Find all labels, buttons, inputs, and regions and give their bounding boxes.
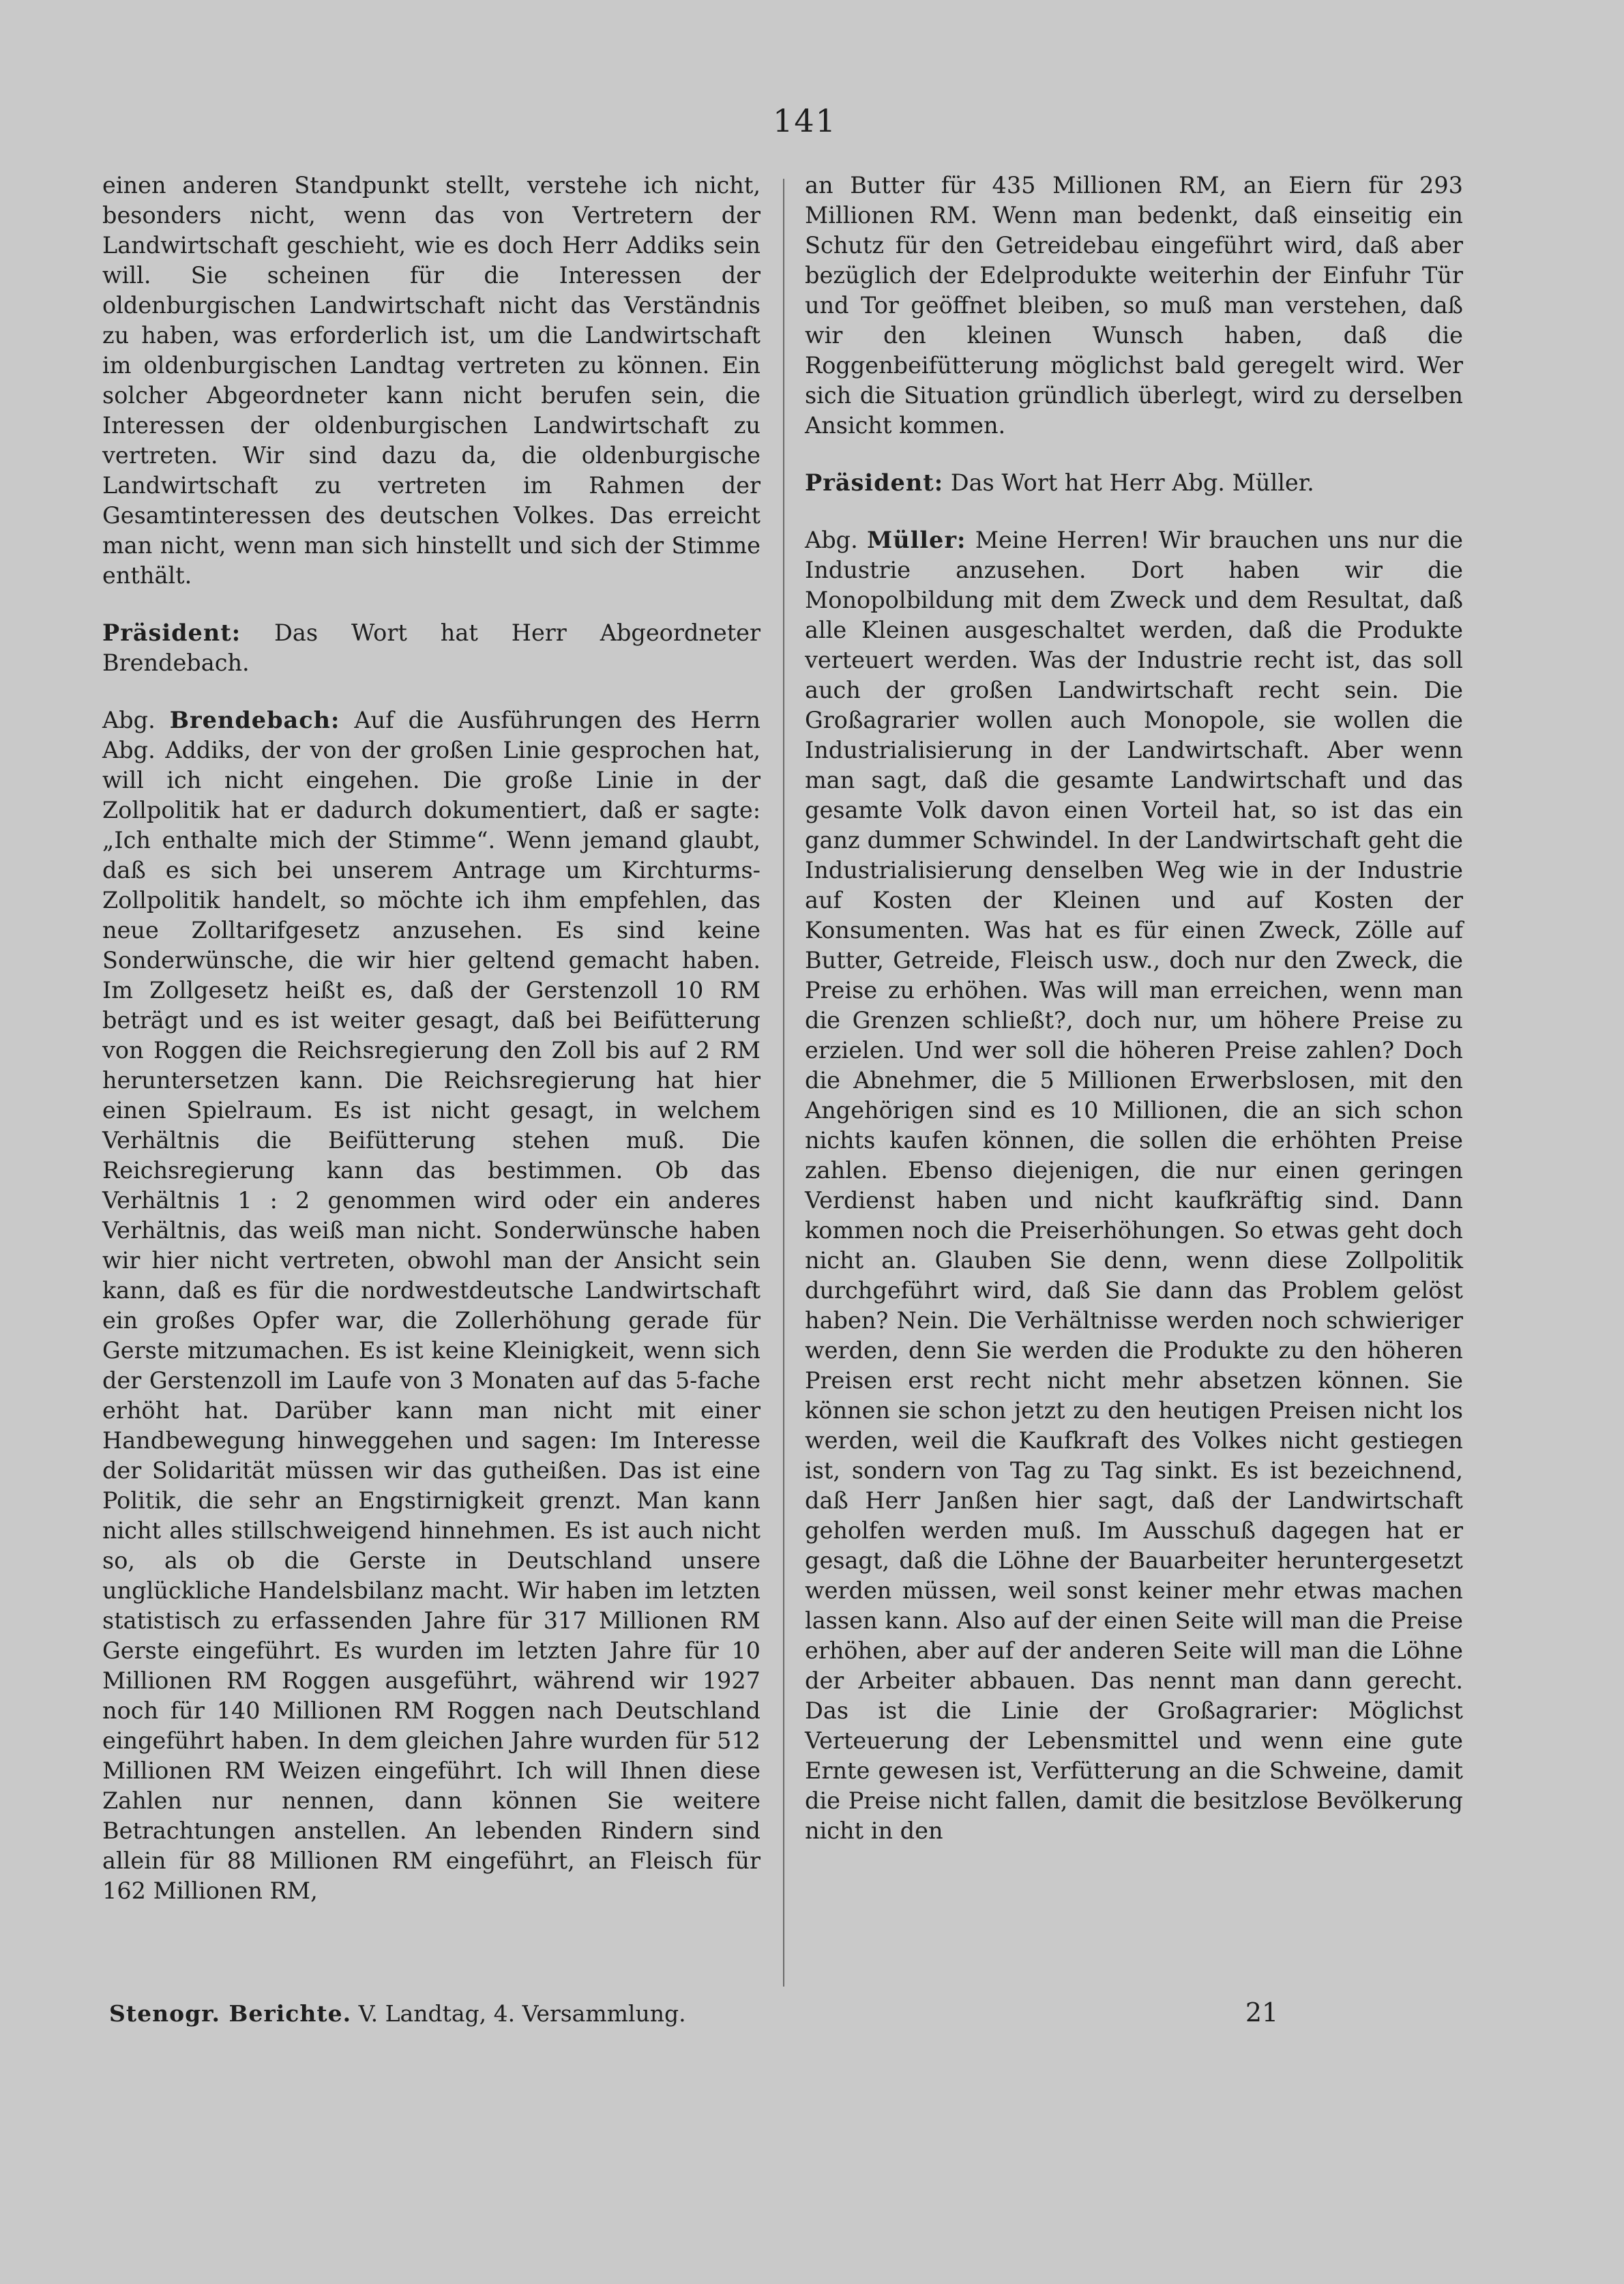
page-number: 141: [773, 102, 837, 139]
speech-text: Das Wort hat Herr Abg. Müller.: [943, 469, 1314, 496]
column-divider: [783, 179, 784, 1987]
left-paragraph-president: [102, 618, 761, 678]
speaker-prefix: Abg.: [102, 707, 170, 733]
footer-source: [109, 2000, 723, 2027]
left-column: [102, 171, 761, 1913]
right-paragraph-mueller: [805, 525, 1463, 1846]
speaker-label: Präsident:: [102, 619, 241, 646]
left-paragraph-1: einen anderen Standpunkt stellt, verstehe ich nicht, besonders nicht, wenn das von Vertretern der Landwirtschaft geschieht, wie es doch Herr Addiks sein will. Sie scheinen für die Interessen der oldenburgischen Landwirtschaft nicht das Verständnis zu haben, was erforderlich ist, um die Landwirtschaft im oldenburgischen Landtag vertreten zu können. Ein solcher Abgeordneter kann nicht berufen sein, die Interessen der oldenburgischen Landwirtschaft zu vertreten. Wir sind dazu da, die oldenburgische Landwirtschaft zu vertreten im Rahmen der Gesamtinteressen des deutschen Volkes. Das erreicht man nicht, wenn man sich hinstellt und sich der Stimme enthält.: [102, 172, 761, 589]
speaker-label: Präsident:: [805, 469, 944, 496]
right-column: [805, 171, 1463, 1853]
left-paragraph-brendebach: [102, 705, 761, 1906]
speech-text: Auf die Ausführungen des Herrn Abg. Addiks, der von der großen Linie gesprochen hat, will ich nicht eingehen. Die große Linie in der Zollpolitik hat er dadurch dokumentiert, daß er sagte: „Ich enthalte mich der Stimme“. Wenn jemand glaubt, daß es sich bei unserem Antrage um Kirchturms-Zollpolitik handelt, so möchte ich ihm empfehlen, das neue Zolltarifgesetz anzusehen. Es sind keine Sonderwünsche, die wir hier geltend gemacht haben. Im Zollgesetz heißt es, daß der Gerstenzoll 10 RM beträgt und es ist weiter gesagt, daß bei Beifütterung von Roggen die Reichsregierung den Zoll bis auf 2 RM heruntersetzen kann. Die Reichsregierung hat hier einen Spielraum. Es ist nicht gesagt, in welchem Verhältnis die Beifütterung stehen muß. Die Reichsregierung kann das bestimmen. Ob das Verhältnis 1 : 2 genommen wird oder ein anderes Verhältnis, das weiß man nicht. Sonderwünsche haben wir hier nicht vertreten, obwohl man der Ansicht sein kann, daß es für die nordwestdeutsche Landwirtschaft ein großes Opfer war, die Zollerhöhung gerade für Gerste mitzumachen. Es ist keine Kleinigkeit, wenn sich der Gerstenzoll im Laufe von 3 Monaten auf das 5-fache erhöht hat. Darüber kann man nicht mit einer Handbewegung hinweggehen und sagen: Im Interesse der Solidarität müssen wir das gutheißen. Das ist eine Politik, die sehr an Engstirnigkeit grenzt. Man kann nicht alles stillschweigend hinnehmen. Es ist auch nicht so, als ob die Gerste in Deutschland unsere unglückliche Handelsbilanz macht. Wir haben im letzten statistisch zu erfassenden Jahre für 317 Millionen RM Gerste eingeführt. Es wurden im letzten Jahre für 10 Millionen RM Roggen ausgeführt, während wir 1927 noch für 140 Millionen RM Roggen nach Deutschland eingeführt haben. In dem gleichen Jahre wurden für 512 Millionen RM Weizen eingeführt. Ich will Ihnen diese Zahlen nur nennen, dann können Sie weitere Betrachtungen anstellen. An lebenden Rindern sind allein für 88 Millionen RM eingeführt, an Fleisch für 162 Millionen RM,: [102, 707, 761, 1904]
speech-text: Meine Herren! Wir brauchen uns nur die Industrie anzusehen. Dort haben wir die Monopolbildung mit dem Zweck und dem Resultat, daß alle Kleinen ausgeschaltet werden, daß die Produkte verteuert werden. Was der Industrie recht ist, das soll auch der großen Landwirtschaft recht sein. Die Großagrarier wollen auch Monopole, sie wollen die Industrialisierung in der Landwirtschaft. Aber wenn man sagt, daß die gesamte Landwirtschaft und das gesamte Volk davon einen Vorteil hat, so ist das ein ganz dummer Schwindel. In der Landwirtschaft geht die Industrialisierung denselben Weg wie in der Industrie auf Kosten der Kleinen und auf Kosten der Konsumenten. Was hat es für einen Zweck, Zölle auf Butter, Getreide, Fleisch usw., doch nur den Zweck, die Preise zu erhöhen. Was will man erreichen, wenn man die Grenzen schließt?, doch nur, um höhere Preise zu erzielen. Und wer soll die höheren Preise zahlen? Doch die Abnehmer, die 5 Millionen Erwerbslosen, mit den Angehörigen sind es 10 Millionen, die an sich schon nichts kaufen können, die sollen die erhöhten Preise zahlen. Ebenso diejenigen, die nur einen geringen Verdienst haben und nicht kaufkräftig sind. Dann kommen noch die Preiserhöhungen. So etwas geht doch nicht an. Glauben Sie denn, wenn diese Zollpolitik durchgeführt wird, daß Sie dann das Problem gelöst haben? Nein. Die Verhältnisse werden noch schwieriger werden, denn Sie werden die Produkte zu den höheren Preisen erst recht nicht mehr absetzen können. Sie können sie schon jetzt zu den heutigen Preisen nicht los werden, weil die Kaufkraft des Volkes nicht gestiegen ist, sondern von Tag zu Tag sinkt. Es ist bezeichnend, daß Herr Janßen hier sagt, daß der Landwirtschaft geholfen werden muß. Im Ausschuß dagegen hat er gesagt, daß die Löhne der Bauarbeiter heruntergesetzt werden müssen, weil sonst keiner mehr etwas machen lassen kann. Also auf der einen Seite will man die Preise erhöhen, aber auf der anderen Seite will man die Löhne der Arbeiter abbauen. Das nennt man dann gerecht. Das ist die Linie der Großagrarier: Möglichst Verteuerung der Lebensmittel und wenn eine gute Ernte gewesen ist, Verfütterung an die Schweine, damit die Preise nicht fallen, damit die besitzlose Bevölkerung nicht in den: [805, 527, 1463, 1844]
speaker-prefix: Abg.: [805, 527, 868, 553]
speech-text: Das Wort hat Herr Abgeordneter Brendebach.: [102, 619, 761, 676]
footer-sheet-number: 21: [1245, 1997, 1279, 2027]
right-paragraph-president: [805, 468, 1463, 498]
footer-session: V. Landtag, 4. Versammlung.: [351, 2000, 686, 2027]
footer-signature: Stenogr. Berichte.: [109, 2000, 352, 2027]
right-paragraph-1: an Butter für 435 Millionen RM, an Eiern für 293 Millionen RM. Wenn man bedenkt, daß einseitig ein Schutz für den Getreidebau eingeführt wird, daß aber bezüglich der Edelprodukte weiterhin der Einfuhr Tür und Tor geöffnet bleiben, so muß man verstehen, daß wir den kleinen Wunsch haben, daß die Roggenbeifütterung möglichst bald geregelt wird. Wer sich die Situation gründlich überlegt, wird zu derselben Ansicht kommen.: [805, 172, 1463, 439]
speaker-label: Brendebach:: [169, 707, 340, 733]
speaker-label: Müller:: [867, 527, 966, 553]
